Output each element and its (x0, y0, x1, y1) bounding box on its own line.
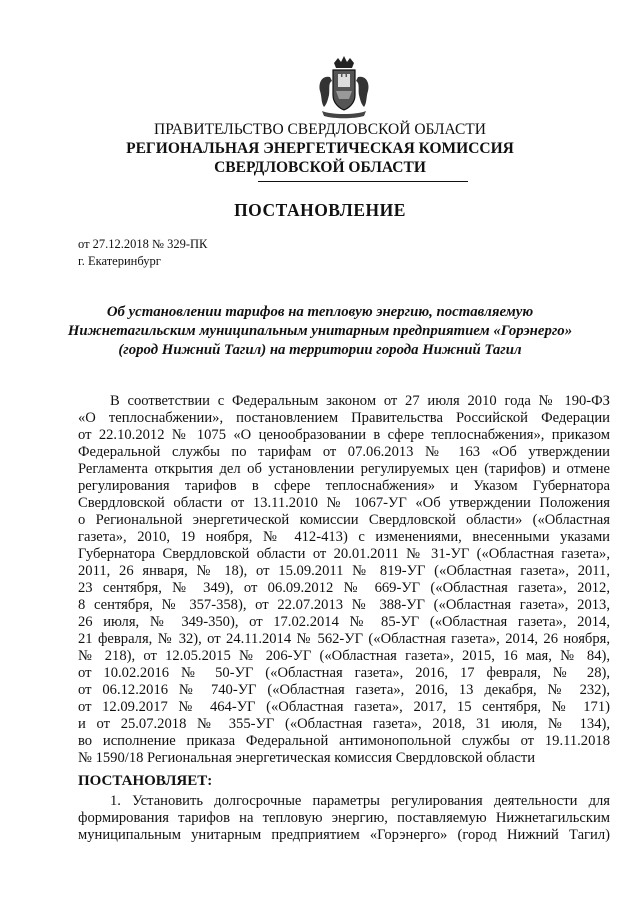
preamble-line: 23 сентября, № 349), от 06.09.2012 № 669-УГ («Областная газета», 2012, (78, 580, 610, 596)
preamble-line: Федеральной службы по тарифам от 07.06.2013 № 163 «Об утверждении (78, 444, 610, 460)
coat-of-arms-emblem (312, 55, 376, 119)
preamble-line: во исполнение приказа Федеральной антимонопольной службы от 19.11.2018 (78, 733, 610, 749)
commission-name: РЕГИОНАЛЬНАЯ ЭНЕРГЕТИЧЕСКАЯ КОМИССИЯ (126, 140, 514, 157)
document-city: г. Екатеринбург (78, 254, 161, 268)
preamble-line: 8 сентября, № 357-358), от 22.07.2013 № 388-УГ («Областная газета», 2013, (78, 597, 610, 613)
preamble-line: о Региональной энергетической комиссии Свердловской области» («Областная (78, 512, 610, 528)
clause-line: муниципальным унитарным предприятием «Горэнерго» (город Нижний Тагил) (78, 827, 610, 843)
preamble-line: и от 25.07.2018 № 355-УГ («Областная газета», 2018, 31 июля, № 134), (78, 716, 610, 732)
preamble-line: Губернатора Свердловской области от 20.01.2011 № 31-УГ («Областная газета», (78, 546, 610, 562)
preamble-line: «О теплоснабжении», постановлением Правительства Российской Федерации (78, 410, 610, 426)
preamble-line: от 06.12.2016 № 740-УГ («Областная газета», 2016, 13 декабря, № 232), (78, 682, 610, 698)
preamble-line: В соответствии с Федеральным законом от 27 июля 2010 года № 190-ФЗ (110, 393, 610, 409)
government-name: ПРАВИТЕЛЬСТВО СВЕРДЛОВСКОЙ ОБЛАСТИ (154, 121, 486, 138)
document-date-number: от 27.12.2018 № 329-ПК (78, 237, 208, 251)
commission-region: СВЕРДЛОВСКОЙ ОБЛАСТИ (214, 159, 426, 176)
preamble-line: Регламента открытия дел об установлении регулируемых цен (тарифов) и отмене (78, 461, 610, 477)
preamble-line: от 10.02.2016 № 50-УГ («Областная газета», 2016, 17 февраля, № 28), (78, 665, 610, 681)
preamble-line: № 218), от 12.05.2015 № 206-УГ («Областная газета», 2015, 16 мая, № 84), (78, 648, 610, 664)
preamble-line: 26 июля, № 349-350), от 17.02.2014 № 85-УГ («Областная газета», 2014, (78, 614, 610, 630)
preamble-line: 21 февраля, № 32), от 24.11.2014 № 562-УГ («Областная газета», 2014, 26 ноября, (78, 631, 610, 647)
subject-line: (город Нижний Тагил) на территории города Нижний Тагил (118, 342, 522, 358)
preamble-line: газета», 2010, 19 ноября, № 412-413) с изменениями, внесенными указами (78, 529, 610, 545)
subject-line: Об установлении тарифов на тепловую энергию, поставляемую (106, 304, 534, 320)
preamble-line: 2011, 26 января, № 18), от 15.09.2011 № 819-УГ («Областная газета», 2011, (78, 563, 610, 579)
document-type-title: ПОСТАНОВЛЕНИЕ (234, 200, 406, 220)
decree-heading: ПОСТАНОВЛЯЕТ: (78, 773, 213, 789)
preamble-line: регулирования тарифов в сфере теплоснабжения» и Указом Губернатора (78, 478, 610, 494)
preamble-line: от 22.10.2012 № 1075 «О ценообразовании в сфере теплоснабжения», приказом (78, 427, 610, 443)
clause-line: формирования тарифов на тепловую энергию, поставляемую Нижнетагильским (78, 810, 610, 826)
preamble-line: № 1590/18 Региональная энергетическая комиссия Свердловской области (78, 750, 536, 766)
clause-line: 1. Установить долгосрочные параметры регулирования деятельности для (110, 793, 610, 809)
header-underline (258, 181, 468, 182)
subject-line: Нижнетагильским муниципальным унитарным предприятием «Горэнерго» (67, 323, 573, 339)
preamble-line: от 12.09.2017 № 464-УГ («Областная газета», 2017, 15 сентября, № 171) (78, 699, 610, 715)
preamble-line: Свердловской области от 13.11.2010 № 1067-УГ «Об утверждении Положения (78, 495, 610, 511)
